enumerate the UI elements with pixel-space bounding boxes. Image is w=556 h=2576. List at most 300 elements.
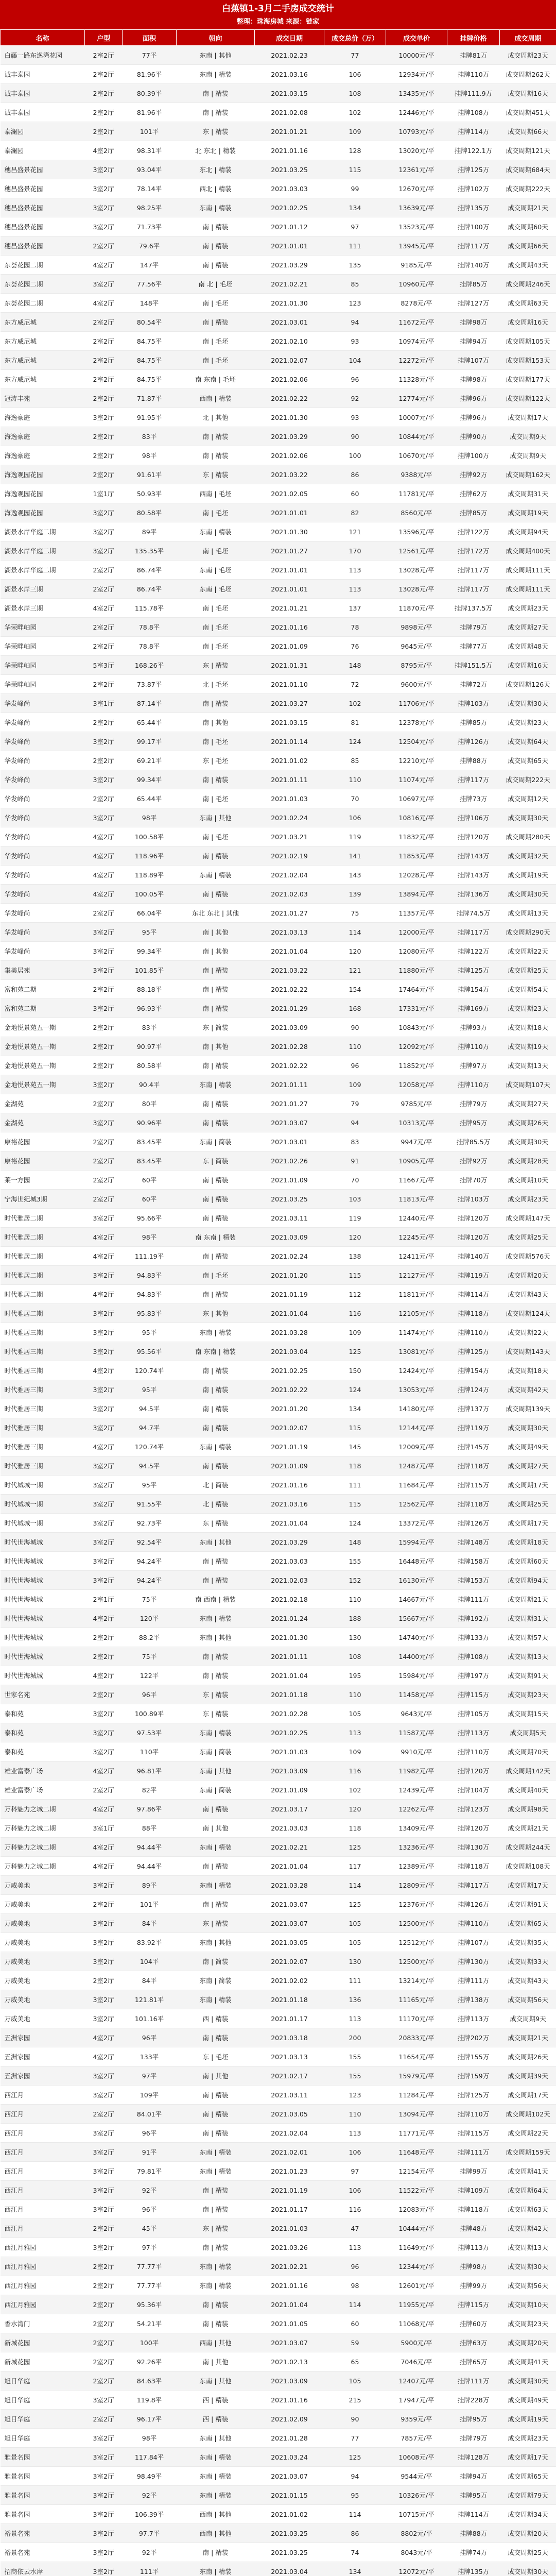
cell-unit-price: 12092元/平 (386, 1037, 447, 1056)
table-row (1, 2086, 556, 2105)
cell-unit-price: 12774元/平 (386, 389, 447, 408)
cell-area: 45平 (123, 2219, 177, 2238)
cell-name: 华荣畔岫园 (1, 656, 85, 675)
table-row (1, 1876, 556, 1895)
cell-deal-cycle: 成交周期105天 (500, 332, 556, 351)
cell-layout: 2室2厅 (85, 1037, 123, 1056)
cell-deal-date: 2021.01.10 (255, 675, 324, 694)
cell-area: 93.04平 (123, 160, 177, 179)
cell-deal-date: 2021.03.03 (255, 1552, 324, 1571)
cell-deal-cycle: 成交周期23天 (500, 1685, 556, 1704)
cell-name: 湖景水岸三期 (1, 580, 85, 599)
cell-area: 94.83平 (123, 1285, 177, 1304)
cell-total-price: 94 (324, 313, 386, 332)
cell-total-price: 123 (324, 294, 386, 313)
cell-listing-price: 挂牌110万 (447, 1742, 500, 1761)
table-row (1, 313, 556, 332)
cell-orientation: 南 | 其他 (177, 1819, 255, 1838)
cell-orientation: 东 | 精装 (177, 465, 255, 484)
cell-deal-date: 2021.01.03 (255, 789, 324, 808)
cell-area: 90.96平 (123, 1113, 177, 1132)
cell-layout: 2室2厅 (85, 1781, 123, 1800)
cell-area: 95.56平 (123, 1342, 177, 1361)
table-row (1, 1895, 556, 1914)
cell-deal-date: 2021.02.05 (255, 484, 324, 503)
cell-unit-price: 12376元/平 (386, 1895, 447, 1914)
table-row (1, 217, 556, 236)
cell-unit-price: 11068元/平 (386, 2314, 447, 2333)
cell-unit-price: 13028元/平 (386, 580, 447, 599)
sheet-subtitle: 整理：珠海房城 来源：链家 (0, 16, 556, 28)
cell-listing-price: 挂牌65万 (447, 2352, 500, 2371)
cell-deal-date: 2021.02.19 (255, 846, 324, 866)
cell-orientation: 东南 | 精装 (177, 522, 255, 541)
cell-orientation: 南 | 精装 (177, 846, 255, 866)
cell-listing-price: 挂牌158万 (447, 1552, 500, 1571)
cell-name: 金湖苑 (1, 1094, 85, 1113)
cell-deal-cycle: 成交周期244天 (500, 1838, 556, 1857)
cell-listing-price: 挂牌74.5万 (447, 904, 500, 923)
cell-total-price: 148 (324, 1533, 386, 1552)
cell-deal-date: 2021.01.01 (255, 561, 324, 580)
cell-unit-price: 12561元/平 (386, 541, 447, 561)
cell-area: 121.81平 (123, 1990, 177, 2009)
cell-unit-price: 12083元/平 (386, 2200, 447, 2219)
cell-deal-date: 2021.01.09 (255, 1171, 324, 1190)
cell-listing-price: 挂牌100万 (447, 217, 500, 236)
cell-deal-cycle: 成交周期18天 (500, 1361, 556, 1380)
cell-total-price: 119 (324, 827, 386, 846)
cell-orientation: 东南 | 精装 (177, 1075, 255, 1094)
cell-total-price: 155 (324, 2066, 386, 2086)
cell-layout: 3室2厅 (85, 1304, 123, 1323)
cell-layout: 3室2厅 (85, 1952, 123, 1971)
cell-deal-date: 2021.01.16 (255, 1476, 324, 1495)
table-row (1, 2105, 556, 2124)
cell-layout: 3室2厅 (85, 541, 123, 561)
cell-name: 时代雅居二期 (1, 1304, 85, 1323)
cell-name: 西江月 (1, 2200, 85, 2219)
cell-deal-cycle: 成交周期22天 (500, 2124, 556, 2143)
cell-total-price: 105 (324, 2371, 386, 2391)
cell-unit-price: 11781元/平 (386, 484, 447, 503)
cell-area: 90.97平 (123, 1037, 177, 1056)
cell-deal-cycle: 成交周期21天 (500, 1590, 556, 1609)
cell-unit-price: 11284元/平 (386, 2086, 447, 2105)
cell-deal-cycle: 成交周期13天 (500, 1647, 556, 1666)
cell-layout: 3室2厅 (85, 1399, 123, 1418)
cell-layout: 2室2厅 (85, 1056, 123, 1075)
cell-listing-price: 挂牌95万 (447, 2410, 500, 2429)
cell-total-price: 148 (324, 656, 386, 675)
cell-deal-date: 2021.01.02 (255, 2505, 324, 2524)
cell-deal-cycle: 成交周期42天 (500, 1380, 556, 1399)
cell-deal-date: 2021.01.27 (255, 904, 324, 923)
cell-layout: 2室2厅 (85, 1895, 123, 1914)
cell-listing-price: 挂牌125万 (447, 1342, 500, 1361)
cell-name: 时代雅居二期 (1, 1209, 85, 1228)
cell-unit-price: 11587元/平 (386, 1723, 447, 1742)
cell-area: 92.54平 (123, 1533, 177, 1552)
cell-orientation: 南 | 毛坯 (177, 541, 255, 561)
cell-listing-price: 挂牌99万 (447, 2276, 500, 2295)
cell-layout: 3室1厅 (85, 1819, 123, 1838)
cell-deal-cycle: 成交周期30天 (500, 2562, 556, 2576)
table-row (1, 465, 556, 484)
cell-total-price: 59 (324, 2333, 386, 2352)
cell-total-price: 145 (324, 1437, 386, 1456)
cell-name: 华发峰尚 (1, 923, 85, 942)
cell-deal-cycle: 成交周期21天 (500, 2028, 556, 2047)
cell-listing-price: 挂牌90万 (447, 427, 500, 446)
cell-deal-date: 2021.02.09 (255, 2410, 324, 2429)
cell-area: 65.44平 (123, 713, 177, 732)
cell-unit-price: 13945元/平 (386, 236, 447, 256)
cell-name: 集美居苑 (1, 961, 85, 980)
cell-unit-price: 12446元/平 (386, 103, 447, 122)
cell-listing-price: 挂牌117万 (447, 580, 500, 599)
table-row (1, 1476, 556, 1495)
cell-listing-price: 挂牌117万 (447, 236, 500, 256)
cell-layout: 2室2厅 (85, 980, 123, 999)
cell-total-price: 113 (324, 2124, 386, 2143)
table-row (1, 46, 556, 65)
cell-total-price: 124 (324, 732, 386, 751)
cell-listing-price: 挂牌111.9万 (447, 84, 500, 103)
cell-deal-date: 2021.02.28 (255, 1704, 324, 1723)
cell-layout: 2室2厅 (85, 1628, 123, 1647)
table-row (1, 236, 556, 256)
cell-area: 88.18平 (123, 980, 177, 999)
cell-name: 穗昌盛景花园 (1, 179, 85, 198)
cell-deal-date: 2021.01.21 (255, 122, 324, 141)
cell-unit-price: 12512元/平 (386, 1933, 447, 1952)
cell-area: 106.39平 (123, 2505, 177, 2524)
cell-area: 95.36平 (123, 2295, 177, 2314)
cell-unit-price: 12105元/平 (386, 1304, 447, 1323)
cell-total-price: 60 (324, 2314, 386, 2333)
cell-area: 97.53平 (123, 1723, 177, 1742)
cell-total-price: 121 (324, 522, 386, 541)
table-row (1, 732, 556, 751)
cell-listing-price: 挂牌97万 (447, 1056, 500, 1075)
cell-orientation: 南 | 精装 (177, 1209, 255, 1228)
cell-area: 71.73平 (123, 217, 177, 236)
cell-listing-price: 挂牌128万 (447, 2448, 500, 2467)
cell-deal-cycle: 成交周期41天 (500, 2352, 556, 2371)
cell-area: 82平 (123, 1781, 177, 1800)
cell-deal-cycle: 成交周期25天 (500, 1228, 556, 1247)
cell-layout: 2室2厅 (85, 789, 123, 808)
table-row (1, 2219, 556, 2238)
cell-orientation: 南 | 精装 (177, 2200, 255, 2219)
cell-orientation: 东南 | 精装 (177, 2448, 255, 2467)
cell-total-price: 111 (324, 1971, 386, 1990)
cell-orientation: 南 北 | 毛坯 (177, 275, 255, 294)
cell-name: 穗昌盛景花园 (1, 198, 85, 217)
cell-total-price: 83 (324, 1132, 386, 1151)
cell-deal-date: 2021.01.19 (255, 2181, 324, 2200)
cell-deal-cycle: 成交周期25天 (500, 961, 556, 980)
cell-deal-date: 2021.01.11 (255, 770, 324, 789)
cell-deal-cycle: 成交周期21天 (500, 198, 556, 217)
cell-deal-date: 2021.03.07 (255, 1113, 324, 1132)
cell-listing-price: 挂牌155万 (447, 2047, 500, 2066)
cell-listing-price: 挂牌137万 (447, 1399, 500, 1418)
cell-layout: 2室2厅 (85, 332, 123, 351)
cell-layout: 3室2厅 (85, 2505, 123, 2524)
cell-name: 西江月 (1, 2086, 85, 2105)
table-row (1, 1704, 556, 1723)
cell-orientation: 东 | 毛坯 (177, 2047, 255, 2066)
cell-unit-price: 15667元/平 (386, 1609, 447, 1628)
cell-area: 99.17平 (123, 732, 177, 751)
cell-layout: 3室2厅 (85, 2238, 123, 2257)
cell-deal-cycle: 成交周期60天 (500, 1552, 556, 1571)
cell-unit-price: 12154元/平 (386, 2162, 447, 2181)
cell-deal-cycle: 成交周期40天 (500, 1781, 556, 1800)
cell-layout: 2室2厅 (85, 2352, 123, 2371)
cell-listing-price: 挂牌95万 (447, 2486, 500, 2505)
table-row (1, 923, 556, 942)
cell-deal-date: 2021.02.21 (255, 2257, 324, 2276)
cell-name: 时代雅居二期 (1, 1228, 85, 1247)
cell-deal-cycle: 成交周期147天 (500, 1209, 556, 1228)
table-row (1, 599, 556, 618)
cell-total-price: 170 (324, 541, 386, 561)
cell-area: 100.05平 (123, 885, 177, 904)
cell-area: 98.25平 (123, 198, 177, 217)
table-row (1, 446, 556, 465)
cell-name: 西江月 (1, 2162, 85, 2181)
table-row (1, 2028, 556, 2047)
cell-layout: 3室2厅 (85, 408, 123, 427)
cell-deal-cycle: 成交周期26天 (500, 1113, 556, 1132)
cell-deal-date: 2021.03.04 (255, 1342, 324, 1361)
cell-layout: 4室2厅 (85, 1838, 123, 1857)
cell-total-price: 109 (324, 1742, 386, 1761)
cell-deal-date: 2021.02.25 (255, 198, 324, 217)
cell-name: 万威美地 (1, 1933, 85, 1952)
cell-total-price: 99 (324, 179, 386, 198)
cell-orientation: 南 | 毛坯 (177, 732, 255, 751)
table-row (1, 1819, 556, 1838)
cell-name: 东方威尼城 (1, 351, 85, 370)
cell-deal-date: 2021.01.09 (255, 1781, 324, 1800)
cell-name: 香水湾门 (1, 2314, 85, 2333)
cell-unit-price: 12344元/平 (386, 2257, 447, 2276)
cell-total-price: 115 (324, 1266, 386, 1285)
cell-name: 诚丰泰园 (1, 103, 85, 122)
cell-name: 华发峰尚 (1, 904, 85, 923)
cell-listing-price: 挂牌85.5万 (447, 1132, 500, 1151)
cell-orientation: 南 | 其他 (177, 713, 255, 732)
cell-deal-cycle: 成交周期34天 (500, 2505, 556, 2524)
table-row (1, 1666, 556, 1685)
table-row (1, 1800, 556, 1819)
cell-area: 101.16平 (123, 2009, 177, 2028)
cell-deal-date: 2021.03.11 (255, 1209, 324, 1228)
cell-orientation: 东南 | 其他 (177, 1933, 255, 1952)
cell-total-price: 65 (324, 2352, 386, 2371)
cell-layout: 3室2厅 (85, 2543, 123, 2562)
cell-total-price: 97 (324, 2162, 386, 2181)
cell-deal-cycle: 成交周期153天 (500, 351, 556, 370)
cell-deal-date: 2021.01.04 (255, 1304, 324, 1323)
cell-listing-price: 挂牌98万 (447, 370, 500, 389)
cell-total-price: 120 (324, 1228, 386, 1247)
cell-total-price: 124 (324, 1380, 386, 1399)
cell-deal-date: 2021.02.24 (255, 808, 324, 827)
cell-area: 90.4平 (123, 1075, 177, 1094)
cell-layout: 2室2厅 (85, 1971, 123, 1990)
cell-listing-price: 挂牌98万 (447, 2257, 500, 2276)
cell-orientation: 西 | 精装 (177, 2391, 255, 2410)
cell-total-price: 105 (324, 1933, 386, 1952)
table-row (1, 160, 556, 179)
cell-orientation: 南 | 精装 (177, 1666, 255, 1685)
cell-listing-price: 挂牌79万 (447, 2429, 500, 2448)
cell-total-price: 150 (324, 1361, 386, 1380)
cell-total-price: 143 (324, 866, 386, 885)
cell-orientation: 南 | 毛坯 (177, 503, 255, 522)
cell-listing-price: 挂牌122万 (447, 942, 500, 961)
cell-listing-price: 挂牌85万 (447, 713, 500, 732)
cell-deal-cycle: 成交周期126天 (500, 675, 556, 694)
table-row (1, 1628, 556, 1647)
cell-unit-price: 11811元/平 (386, 1285, 447, 1304)
cell-unit-price: 12144元/平 (386, 1418, 447, 1437)
cell-layout: 4室2厅 (85, 1800, 123, 1819)
table-row (1, 198, 556, 217)
cell-name: 西江月 (1, 2143, 85, 2162)
cell-name: 诚丰泰园 (1, 84, 85, 103)
table-row (1, 1323, 556, 1342)
cell-unit-price: 10326元/平 (386, 2486, 447, 2505)
cell-unit-price: 11870元/平 (386, 599, 447, 618)
cell-area: 119.8平 (123, 2391, 177, 2410)
cell-listing-price: 挂牌140万 (447, 256, 500, 275)
cell-layout: 2室2厅 (85, 236, 123, 256)
cell-name: 诚丰泰园 (1, 65, 85, 84)
table-row (1, 942, 556, 961)
cell-area: 101平 (123, 1895, 177, 1914)
cell-layout: 3室2厅 (85, 1571, 123, 1590)
cell-orientation: 南 | 精装 (177, 2314, 255, 2333)
cell-deal-cycle: 成交周期35天 (500, 1933, 556, 1952)
cell-name: 莱一方园 (1, 1171, 85, 1190)
table-row (1, 65, 556, 84)
cell-deal-date: 2021.03.03 (255, 1819, 324, 1838)
cell-layout: 2室2厅 (85, 2219, 123, 2238)
cell-listing-price: 挂牌93万 (447, 1018, 500, 1037)
cell-orientation: 南 | 精装 (177, 2105, 255, 2124)
cell-unit-price: 7857元/平 (386, 2429, 447, 2448)
cell-orientation: 南 | 毛坯 (177, 637, 255, 656)
cell-area: 73.87平 (123, 675, 177, 694)
cell-area: 98.49平 (123, 2467, 177, 2486)
table-row (1, 522, 556, 541)
cell-deal-date: 2021.03.16 (255, 65, 324, 84)
cell-layout: 2室2厅 (85, 370, 123, 389)
cell-orientation: 南 | 精装 (177, 103, 255, 122)
cell-deal-cycle: 成交周期16天 (500, 84, 556, 103)
cell-layout: 3室2厅 (85, 2524, 123, 2543)
cell-deal-date: 2021.01.03 (255, 2219, 324, 2238)
table-row (1, 656, 556, 675)
cell-total-price: 70 (324, 1171, 386, 1190)
cell-orientation: 东南 | 精装 (177, 1990, 255, 2009)
cell-deal-cycle: 成交周期16天 (500, 313, 556, 332)
cell-total-price: 102 (324, 694, 386, 713)
cell-orientation: 西南 | 其他 (177, 2524, 255, 2543)
table-row (1, 789, 556, 808)
cell-unit-price: 12439元/平 (386, 1781, 447, 1800)
cell-unit-price: 12424元/平 (386, 1361, 447, 1380)
cell-deal-date: 2021.01.16 (255, 2276, 324, 2295)
cell-deal-cycle: 成交周期177天 (500, 370, 556, 389)
cell-area: 77平 (123, 46, 177, 65)
cell-name: 海逸观园花园 (1, 465, 85, 484)
cell-total-price: 102 (324, 1781, 386, 1800)
cell-total-price: 116 (324, 2200, 386, 2219)
cell-deal-date: 2021.02.08 (255, 103, 324, 122)
cell-unit-price: 7046元/平 (386, 2352, 447, 2371)
cell-name: 西江月雅园 (1, 2257, 85, 2276)
cell-area: 78.8平 (123, 618, 177, 637)
cell-layout: 3室2厅 (85, 1342, 123, 1361)
cell-name: 万威美地 (1, 1971, 85, 1990)
cell-layout: 3室2厅 (85, 961, 123, 980)
cell-deal-date: 2021.03.24 (255, 2448, 324, 2467)
cell-total-price: 137 (324, 599, 386, 618)
cell-orientation: 东 | 精装 (177, 122, 255, 141)
cell-deal-cycle: 成交周期56天 (500, 2276, 556, 2295)
cell-orientation: 南 | 精装 (177, 1361, 255, 1380)
cell-area: 92.73平 (123, 1514, 177, 1533)
column-header-unit-price: 成交单价 (386, 30, 447, 46)
cell-orientation: 南 | 精装 (177, 1456, 255, 1476)
table-row (1, 141, 556, 160)
cell-listing-price: 挂牌94万 (447, 2467, 500, 2486)
cell-total-price: 77 (324, 46, 386, 65)
cell-total-price: 134 (324, 1399, 386, 1418)
cell-area: 110平 (123, 1742, 177, 1761)
cell-deal-cycle: 成交周期23天 (500, 2429, 556, 2448)
cell-total-price: 114 (324, 923, 386, 942)
cell-orientation: 西南 | 其他 (177, 2333, 255, 2352)
table-row (1, 694, 556, 713)
cell-deal-cycle: 成交周期222天 (500, 179, 556, 198)
cell-orientation: 南 | 精装 (177, 2238, 255, 2257)
cell-name: 雅景名园 (1, 2448, 85, 2467)
cell-total-price: 118 (324, 1819, 386, 1838)
cell-orientation: 东南 | 精装 (177, 866, 255, 885)
cell-orientation: 东南 | 精装 (177, 1609, 255, 1628)
cell-unit-price: 13409元/平 (386, 1819, 447, 1838)
cell-area: 77.77平 (123, 2257, 177, 2276)
table-row (1, 1037, 556, 1056)
cell-orientation: 东南 | 精装 (177, 2562, 255, 2576)
cell-unit-price: 10905元/平 (386, 1151, 447, 1171)
cell-name: 东方威尼城 (1, 370, 85, 389)
cell-deal-cycle: 成交周期41天 (500, 2162, 556, 2181)
cell-deal-date: 2021.01.09 (255, 1456, 324, 1476)
cell-name: 西江月 (1, 2105, 85, 2124)
cell-orientation: 南 | 精装 (177, 1056, 255, 1075)
cell-name: 万威美地 (1, 1952, 85, 1971)
cell-area: 100.58平 (123, 827, 177, 846)
